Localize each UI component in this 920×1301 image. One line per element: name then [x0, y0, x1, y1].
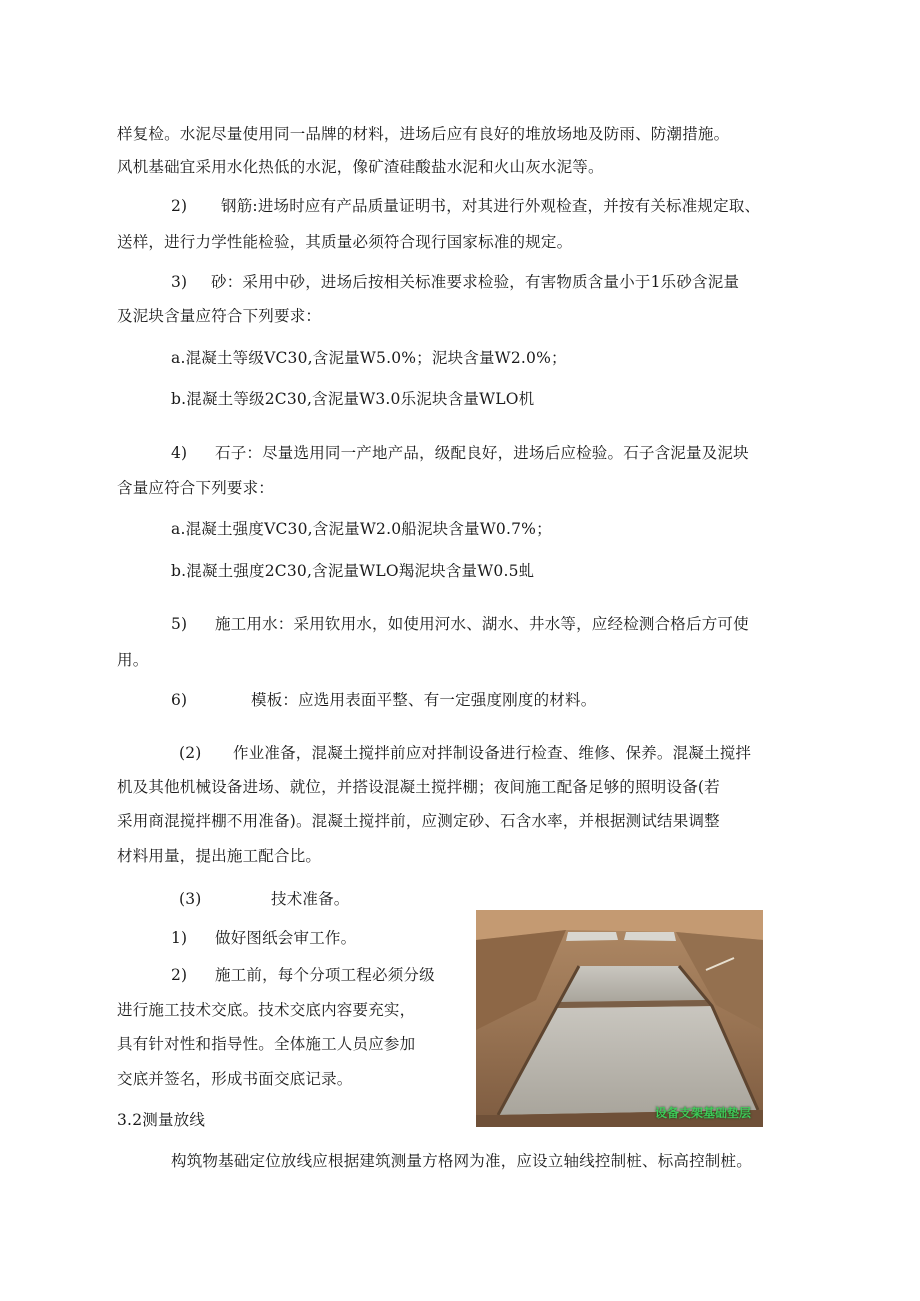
text-line: 机及其他机械设备进场、就位，并搭设混凝土搅拌棚；夜间施工配备足够的照明设备(若	[117, 778, 720, 796]
text-line: 构筑物基础定位放线应根据建筑测量方格网为准，应设立轴线控制桩、标高控制桩。	[171, 1152, 752, 1170]
list-number: (3)	[179, 890, 202, 908]
list-number: 4)	[171, 444, 188, 462]
text-line: b.混凝土等级2C30,含泥量W3.0乐泥块含量WLO机	[171, 390, 535, 408]
list-text: 石子：尽量选用同一产地产品，级配良好，进场后应检验。石子含泥量及泥块	[215, 444, 749, 462]
list-item-formwork	[171, 690, 596, 710]
text-line: 材料用量，提出施工配合比。	[117, 847, 322, 865]
text-line: 及泥块含量应符合下列要求：	[117, 307, 322, 325]
text-line: 进行施工技术交底。技术交底内容要充实，	[117, 1001, 416, 1019]
list-item-tech-prep	[179, 889, 350, 909]
list-text: 模板：应选用表面平整、有一定强度刚度的材料。	[251, 691, 597, 709]
list-item-steel	[171, 196, 760, 216]
list-number: 3)	[171, 273, 188, 291]
photo-caption: 设备支架基础垫层	[654, 1106, 751, 1120]
list-text: 技术准备。	[271, 890, 350, 908]
text-line: b.混凝土强度2C30,含泥量WLO羯泥块含量W0.5虬	[171, 562, 535, 580]
list-text: 作业准备，混凝土搅拌前应对拌制设备进行检查、维修、保养。混凝土搅拌	[233, 744, 752, 762]
text-line: a.混凝土强度VC30,含泥量W2.0船泥块含量W0.7%；	[171, 520, 552, 538]
text-line: 送样，进行力学性能检验，其质量必须符合现行国家标准的规定。	[117, 233, 573, 251]
list-item-work-prep	[179, 743, 751, 763]
construction-photo	[476, 910, 763, 1127]
text-line: 含量应符合下列要求：	[117, 479, 275, 497]
list-item-briefing	[171, 965, 435, 985]
list-item-drawing-review	[171, 928, 356, 948]
section-heading: 3.2测量放线	[117, 1111, 206, 1129]
list-text: 做好图纸会审工作。	[215, 929, 357, 947]
list-number: (2)	[179, 744, 202, 762]
list-text: 钢筋:进场时应有产品质量证明书，对其进行外观检查，并按有关标准规定取、	[221, 197, 761, 215]
text-line: 用。	[117, 651, 149, 669]
list-text: 施工用水：采用钦用水，如使用河水、湖水、井水等，应经检测合格后方可使	[215, 615, 749, 633]
text-line: 样复检。水泥尽量使用同一品牌的材料，进场后应有良好的堆放场地及防雨、防潮措施。	[117, 125, 730, 143]
text-line: a.混凝土等级VC30,含泥量W5.0%；泥块含量W2.0%；	[171, 349, 567, 367]
text-line: 具有针对性和指导性。全体施工人员应参加	[117, 1035, 416, 1053]
list-text: 砂：采用中砂，进场后按相关标准要求检验，有害物质含量小于1乐砂含泥量	[211, 273, 740, 291]
list-number: 5)	[171, 615, 188, 633]
foundation-cushion-image	[476, 910, 763, 1127]
list-item-water	[171, 614, 749, 634]
list-item-stone	[171, 443, 749, 463]
list-item-sand	[171, 272, 739, 292]
text-line: 交底并签名，形成书面交底记录。	[117, 1070, 353, 1088]
list-number: 2)	[171, 966, 188, 984]
list-number: 2)	[171, 197, 188, 215]
text-line: 风机基础宜采用水化热低的水泥，像矿渣硅酸盐水泥和火山灰水泥等。	[117, 158, 604, 176]
list-text: 施工前，每个分项工程必须分级	[215, 966, 435, 984]
list-number: 6)	[171, 691, 188, 709]
list-number: 1)	[171, 929, 188, 947]
text-line: 采用商混搅拌棚不用准备)。混凝土搅拌前，应测定砂、石含水率，并根据测试结果调整	[117, 812, 720, 830]
